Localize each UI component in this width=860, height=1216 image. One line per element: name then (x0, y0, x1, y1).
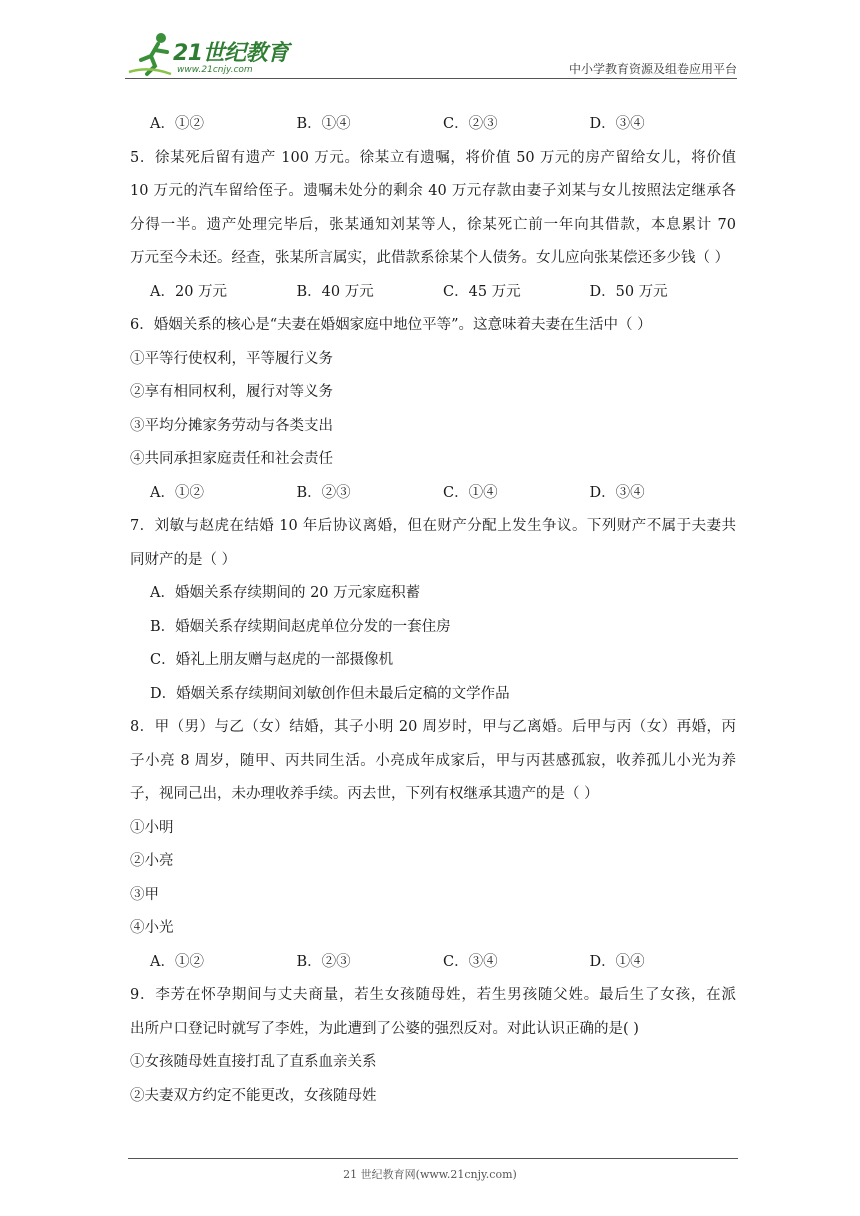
q8-stem-line: 子小亮 8 周岁，随甲、丙共同生活。小亮成年成家后，甲与丙甚感孤寂，收养孤儿小光为养 (130, 752, 736, 769)
q7-choice: D．婚姻关系存续期间刘敏创作但未最后定稿的文学作品 (150, 685, 510, 702)
q6-options (130, 477, 736, 511)
runner-logo-icon (125, 30, 175, 78)
option-d: D．①④ (589, 953, 645, 970)
footer-divider (128, 1158, 738, 1159)
q5-stem-line: 分得一半。遗产处理完毕后，张某通知刘某等人，徐某死亡前一年向其借款，本息累计 70 (130, 216, 736, 233)
q7-stem-line: 7．刘敏与赵虎在结婚 10 年后协议离婚，但在财产分配上发生争议。下列财产不属于夫妻共 (130, 518, 736, 534)
option-a: A．①② (150, 116, 204, 132)
option-b: B．②③ (296, 484, 351, 501)
q9-item: ②夫妻双方约定不能更改，女孩随母姓 (130, 1087, 377, 1104)
question-content (130, 108, 736, 1113)
q8-item: ④小光 (130, 920, 174, 936)
option-c: C．②③ (443, 116, 498, 132)
header-divider (125, 78, 737, 79)
option-a: A．20 万元 (150, 283, 228, 300)
option-c: C．③④ (443, 953, 498, 970)
option-b: B．②③ (296, 953, 351, 970)
q7-choice: A．婚姻关系存续期间的 20 万元家庭积蓄 (150, 585, 421, 601)
option-b: B．40 万元 (296, 283, 374, 300)
q5-options (130, 276, 736, 310)
q8-item: ②小亮 (130, 853, 174, 869)
q5-stem-line: 10 万元的汽车留给侄子。遗嘱未处分的剩余 40 万元存款由妻子刘某与女儿按照法定继承各 (130, 183, 736, 199)
q8-item: ③甲 (130, 886, 159, 903)
logo-url: www.21cnjy.com (177, 65, 253, 75)
platform-title: 中小学教育资源及组卷应用平台 (568, 62, 737, 76)
option-c: C．45 万元 (443, 283, 521, 300)
option-a: A．①② (150, 953, 204, 970)
option-b: B．①④ (296, 116, 351, 132)
q7-stem-line: 同财产的是（ ） (130, 551, 237, 568)
q6-item: ④共同承担家庭责任和社会责任 (130, 451, 333, 467)
q7-choice: B．婚姻关系存续期间赵虎单位分发的一套住房 (150, 618, 451, 635)
q8-item: ①小明 (130, 819, 174, 836)
q4-options (130, 108, 736, 142)
option-c: C．①④ (443, 484, 498, 501)
q6-item: ③平均分摊家务劳动与各类支出 (130, 417, 333, 434)
q6-item: ②享有相同权利，履行对等义务 (130, 384, 333, 400)
q5-stem-line: 万元至今未还。经查，张某所言属实，此借款系徐某个人债务。女儿应向张某偿还多少钱（ ） (130, 250, 730, 266)
q9-stem-line: 出所户口登记时就写了李姓，为此遭到了公婆的强烈反对。对此认识正确的是( ) (130, 1020, 639, 1037)
page-header (125, 30, 737, 80)
q6-item: ①平等行使权利，平等履行义务 (130, 350, 333, 367)
q8-options (130, 946, 736, 980)
page-footer: 21 世纪教育网(www.21cnjy.com) (343, 1168, 517, 1181)
q9-item: ①女孩随母姓直接打乱了直系血亲关系 (130, 1054, 377, 1070)
q5-stem-line: 5．徐某死后留有遗产 100 万元。徐某立有遗嘱，将价值 50 万元的房产留给女儿，将价值 (130, 149, 736, 166)
option-d: D．③④ (589, 116, 645, 132)
site-logo (125, 30, 295, 78)
option-d: D．50 万元 (589, 283, 668, 300)
q7-choice: C．婚礼上朋友赠与赵虎的一部摄像机 (150, 652, 394, 668)
q8-stem-line: 8．甲（男）与乙（女）结婚，其子小明 20 周岁时，甲与乙离婚。后甲与丙（女）再婚，丙 (130, 719, 736, 735)
q9-stem-line: 9．李芳在怀孕期间与丈夫商量，若生女孩随母姓，若生男孩随父姓。最后生了女孩，在派 (130, 987, 736, 1003)
q6-stem: 6．婚姻关系的核心是“夫妻在婚姻家庭中地位平等”。这意味着夫妻在生活中（ ） (130, 317, 652, 333)
option-d: D．③④ (589, 484, 645, 501)
option-a: A．①② (150, 484, 204, 501)
q8-stem-line: 子，视同己出，未办理收养手续。丙去世，下列有权继承其遗产的是（ ） (130, 786, 599, 802)
logo-text: 21世纪教育 (173, 41, 289, 66)
